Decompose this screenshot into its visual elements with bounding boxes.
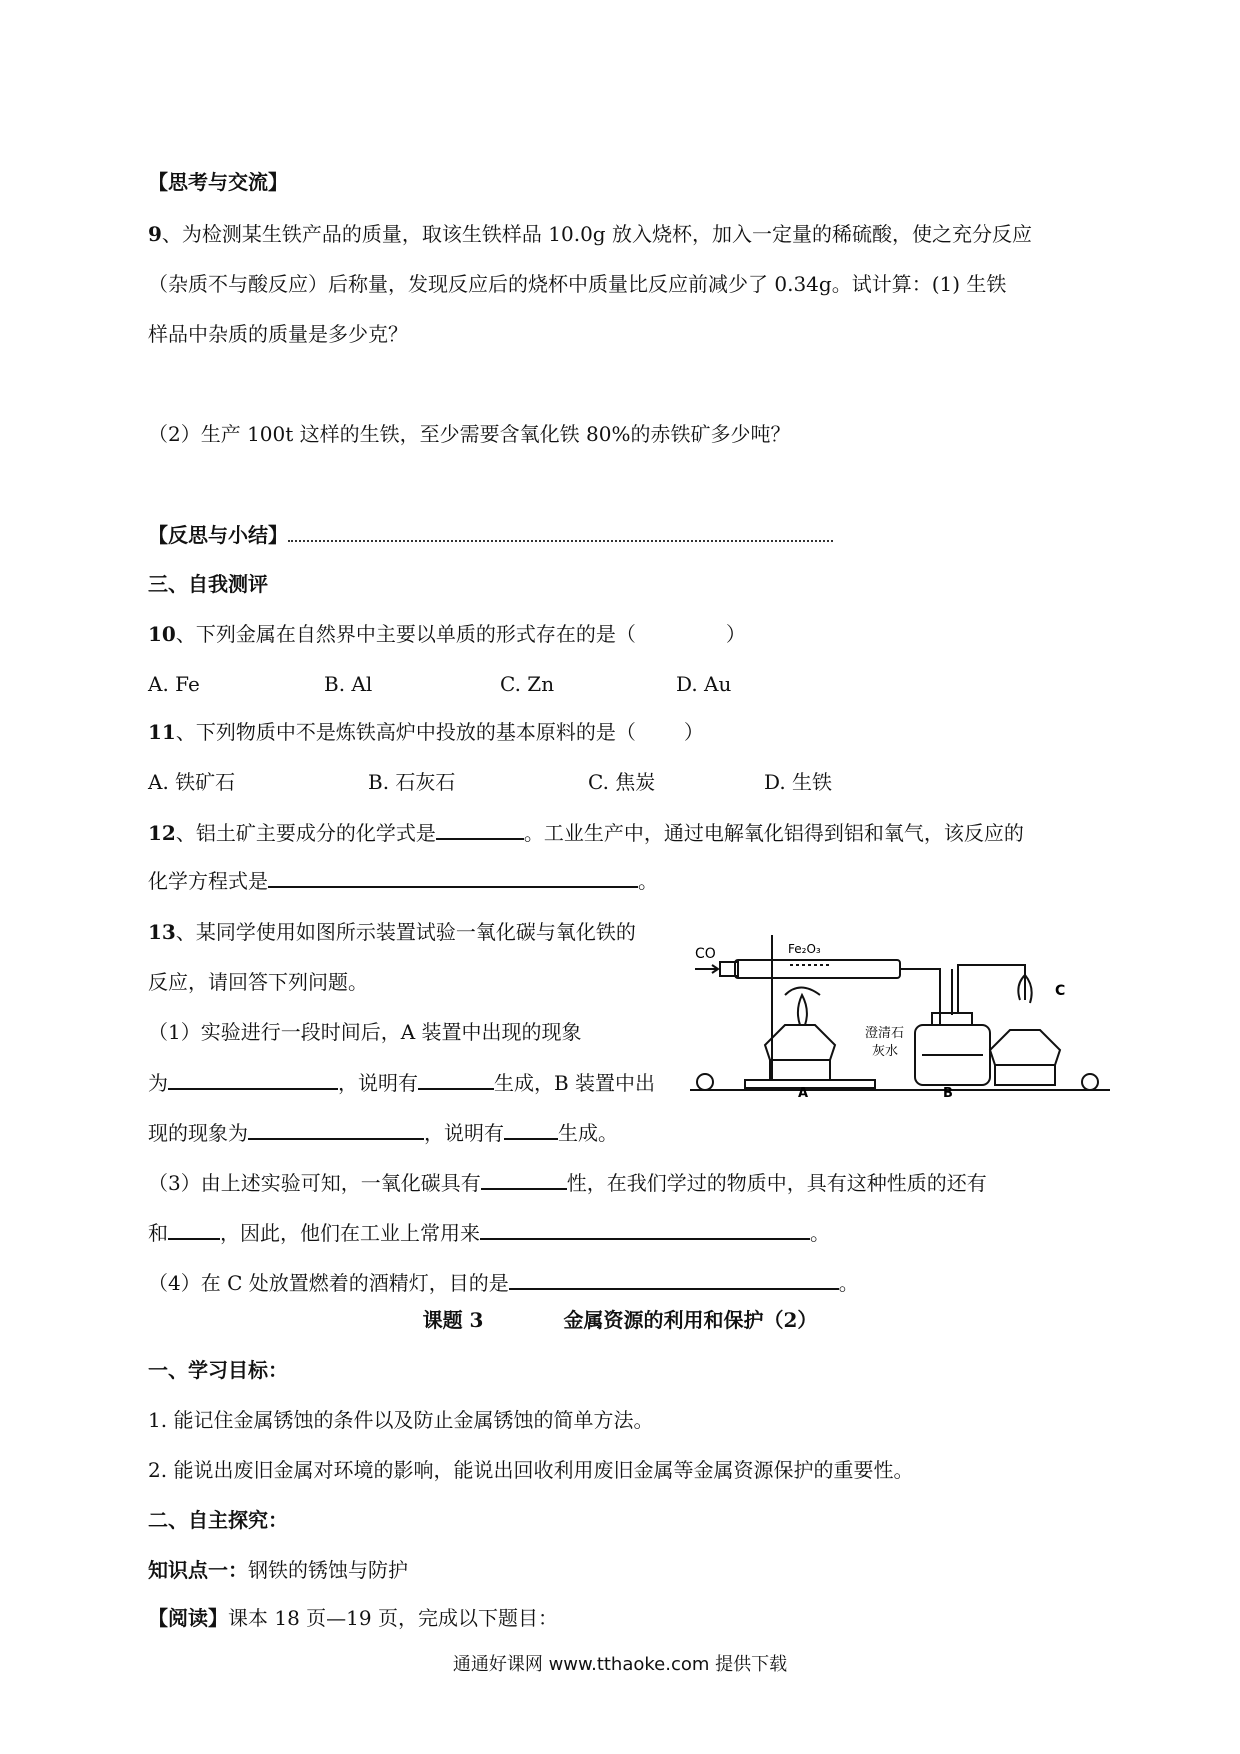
q11-text: 、下列物质中不是炼铁高炉中投放的基本原料的是（ bbox=[175, 720, 636, 744]
q10-option-b[interactable]: B. Al bbox=[324, 672, 373, 696]
q13-p1-line2 bbox=[148, 1068, 655, 1097]
q13-p1-b2: ，说明有 bbox=[338, 1071, 418, 1095]
q12-equation-blank[interactable] bbox=[268, 866, 638, 888]
q13-b-product-blank[interactable] bbox=[504, 1118, 558, 1140]
q13-p1-b1: 为 bbox=[148, 1071, 168, 1095]
q13-purpose-blank[interactable] bbox=[509, 1268, 839, 1290]
q13-p3-b1: 和 bbox=[148, 1221, 168, 1245]
q12-line2-b: 。 bbox=[638, 869, 658, 893]
q10-option-a[interactable]: A. Fe bbox=[148, 672, 200, 696]
limewater-label-2: 灰水 bbox=[872, 1044, 899, 1059]
glass-tube bbox=[735, 960, 900, 978]
label-b: B bbox=[943, 1086, 953, 1100]
q13-p3-b2: ，因此，他们在工业上常用来 bbox=[220, 1221, 480, 1245]
q12-formula-blank[interactable] bbox=[436, 818, 524, 840]
co-label: CO bbox=[695, 946, 716, 962]
q9-line2: （杂质不与酸反应）后称量，发现反应后的烧杯中质量比反应前减少了 0.34g。试计算：(1) 生铁 bbox=[148, 272, 1007, 296]
footer-credit: 通通好课网 www.tthaoke.com 提供下载 bbox=[452, 1654, 788, 1675]
q13-p1-line1: （1）实验进行一段时间后，A 装置中出现的现象 bbox=[148, 1020, 582, 1044]
label-c: C bbox=[1055, 983, 1066, 999]
q10-number: 10 bbox=[148, 622, 176, 646]
goals-heading: 一、学习目标： bbox=[148, 1358, 288, 1382]
q10-option-c[interactable]: C. Zn bbox=[500, 672, 555, 696]
label-a: A bbox=[798, 1086, 809, 1100]
q13-other-substance-blank[interactable] bbox=[168, 1218, 220, 1240]
goal-1: 1. 能记住金属锈蚀的条件以及防止金属锈蚀的简单方法。 bbox=[148, 1408, 654, 1432]
q13-text-line1: 、某同学使用如图所示装置试验一氧化碳与氧化铁的 bbox=[175, 920, 636, 944]
q13-use-blank[interactable] bbox=[480, 1218, 810, 1240]
q13-property-blank[interactable] bbox=[481, 1168, 567, 1190]
read-text: 课本 18 页—19 页，完成以下题目： bbox=[228, 1606, 558, 1630]
q13-p3-b3: 。 bbox=[810, 1221, 830, 1245]
goal-2: 2. 能说出废旧金属对环境的影响，能说出回收利用废旧金属等金属资源保护的重要性。 bbox=[148, 1458, 914, 1482]
q13-p1-b3: 生成，B 装置中出 bbox=[494, 1071, 656, 1095]
q13-p1-c3: 生成。 bbox=[558, 1121, 618, 1145]
limewater-label-1: 澄清石 bbox=[865, 1026, 905, 1041]
stand-base bbox=[745, 1080, 875, 1088]
q13-p3-line1 bbox=[148, 1168, 987, 1197]
read-label: 【阅读】 bbox=[148, 1606, 228, 1630]
reflect-answer-line[interactable] bbox=[288, 520, 833, 542]
lesson-title bbox=[0, 1306, 1240, 1334]
q12-number: 12 bbox=[148, 821, 176, 845]
q9-line3: 样品中杂质的质量是多少克？ bbox=[148, 322, 408, 346]
q13-p3-line2 bbox=[148, 1218, 830, 1247]
q11-stem bbox=[148, 718, 704, 746]
q11-close: ） bbox=[683, 720, 704, 744]
q13-a-phenomenon-blank[interactable] bbox=[168, 1068, 338, 1090]
q9-part2: （2）生产 100t 这样的生铁，至少需要含氧化铁 80%的赤铁矿多少吨？ bbox=[148, 422, 791, 446]
explore-heading: 二、自主探究： bbox=[148, 1508, 288, 1532]
q11-option-a[interactable]: A. 铁矿石 bbox=[148, 770, 236, 794]
q13-b-phenomenon-blank[interactable] bbox=[248, 1118, 424, 1140]
q13-line2: 反应，请回答下列问题。 bbox=[148, 970, 368, 994]
q12-line1 bbox=[148, 818, 1024, 847]
q13-p4-1: （4）在 C 处放置燃着的酒精灯，目的是 bbox=[148, 1271, 509, 1295]
kp1-text: 钢铁的锈蚀与防护 bbox=[248, 1558, 408, 1582]
lesson-title-text: 金属资源的利用和保护（2） bbox=[563, 1308, 818, 1332]
section-self-heading: 三、自我测评 bbox=[148, 572, 268, 596]
apparatus-figure bbox=[690, 925, 1110, 1100]
q13-p3-a2: 性，在我们学过的物质中，具有这种性质的还有 bbox=[566, 1171, 987, 1195]
q13-p4-2: 。 bbox=[838, 1271, 859, 1295]
knowledge-point-1 bbox=[148, 1556, 408, 1584]
q13-number: 13 bbox=[148, 920, 176, 944]
q13-p3-a1: （3）由上述实验可知，一氧化碳具有 bbox=[148, 1171, 481, 1195]
q11-option-d[interactable]: D. 生铁 bbox=[764, 770, 833, 794]
fe2o3-label: Fe₂O₃ bbox=[788, 942, 821, 956]
q9-line1 bbox=[148, 220, 1032, 248]
q11-option-c[interactable]: C. 焦炭 bbox=[588, 770, 656, 794]
section-reflect-line bbox=[148, 520, 833, 549]
q10-option-d[interactable]: D. Au bbox=[676, 672, 732, 696]
q10-text: 、下列金属在自然界中主要以单质的形式存在的是（ bbox=[175, 622, 636, 646]
q9-number: 9 bbox=[148, 222, 162, 246]
q12-text-a: 、铝土矿主要成分的化学式是 bbox=[175, 821, 436, 845]
q12-line2 bbox=[148, 866, 658, 895]
q11-number: 11 bbox=[148, 720, 176, 744]
q9-text-line1: 、为检测某生铁产品的质量，取该生铁样品 10.0g 放入烧杯，加入一定量的稀硫酸，使之充分反应 bbox=[161, 222, 1032, 246]
q12-text-b: 。工业生产中，通过电解氧化铝得到铝和氧气，该反应的 bbox=[523, 821, 1024, 845]
q13-p1-c1: 现的现象为 bbox=[148, 1121, 248, 1145]
q10-stem bbox=[148, 620, 746, 648]
q13-p4-line bbox=[148, 1268, 859, 1297]
section-think-heading: 【思考与交流】 bbox=[148, 170, 288, 194]
q13-p1-line3 bbox=[148, 1118, 618, 1147]
section-reflect-heading: 【反思与小结】 bbox=[148, 523, 288, 547]
read-instruction bbox=[148, 1604, 558, 1632]
q13-a-product-blank[interactable] bbox=[418, 1068, 494, 1090]
q12-line2-a: 化学方程式是 bbox=[148, 869, 268, 893]
q10-close: ） bbox=[725, 622, 746, 646]
kp1-label: 知识点一： bbox=[148, 1558, 248, 1582]
q11-option-b[interactable]: B. 石灰石 bbox=[368, 770, 456, 794]
q13-line1 bbox=[148, 918, 636, 946]
lesson-title-number: 课题 3 bbox=[422, 1308, 484, 1332]
q13-p1-c2: ，说明有 bbox=[424, 1121, 504, 1145]
